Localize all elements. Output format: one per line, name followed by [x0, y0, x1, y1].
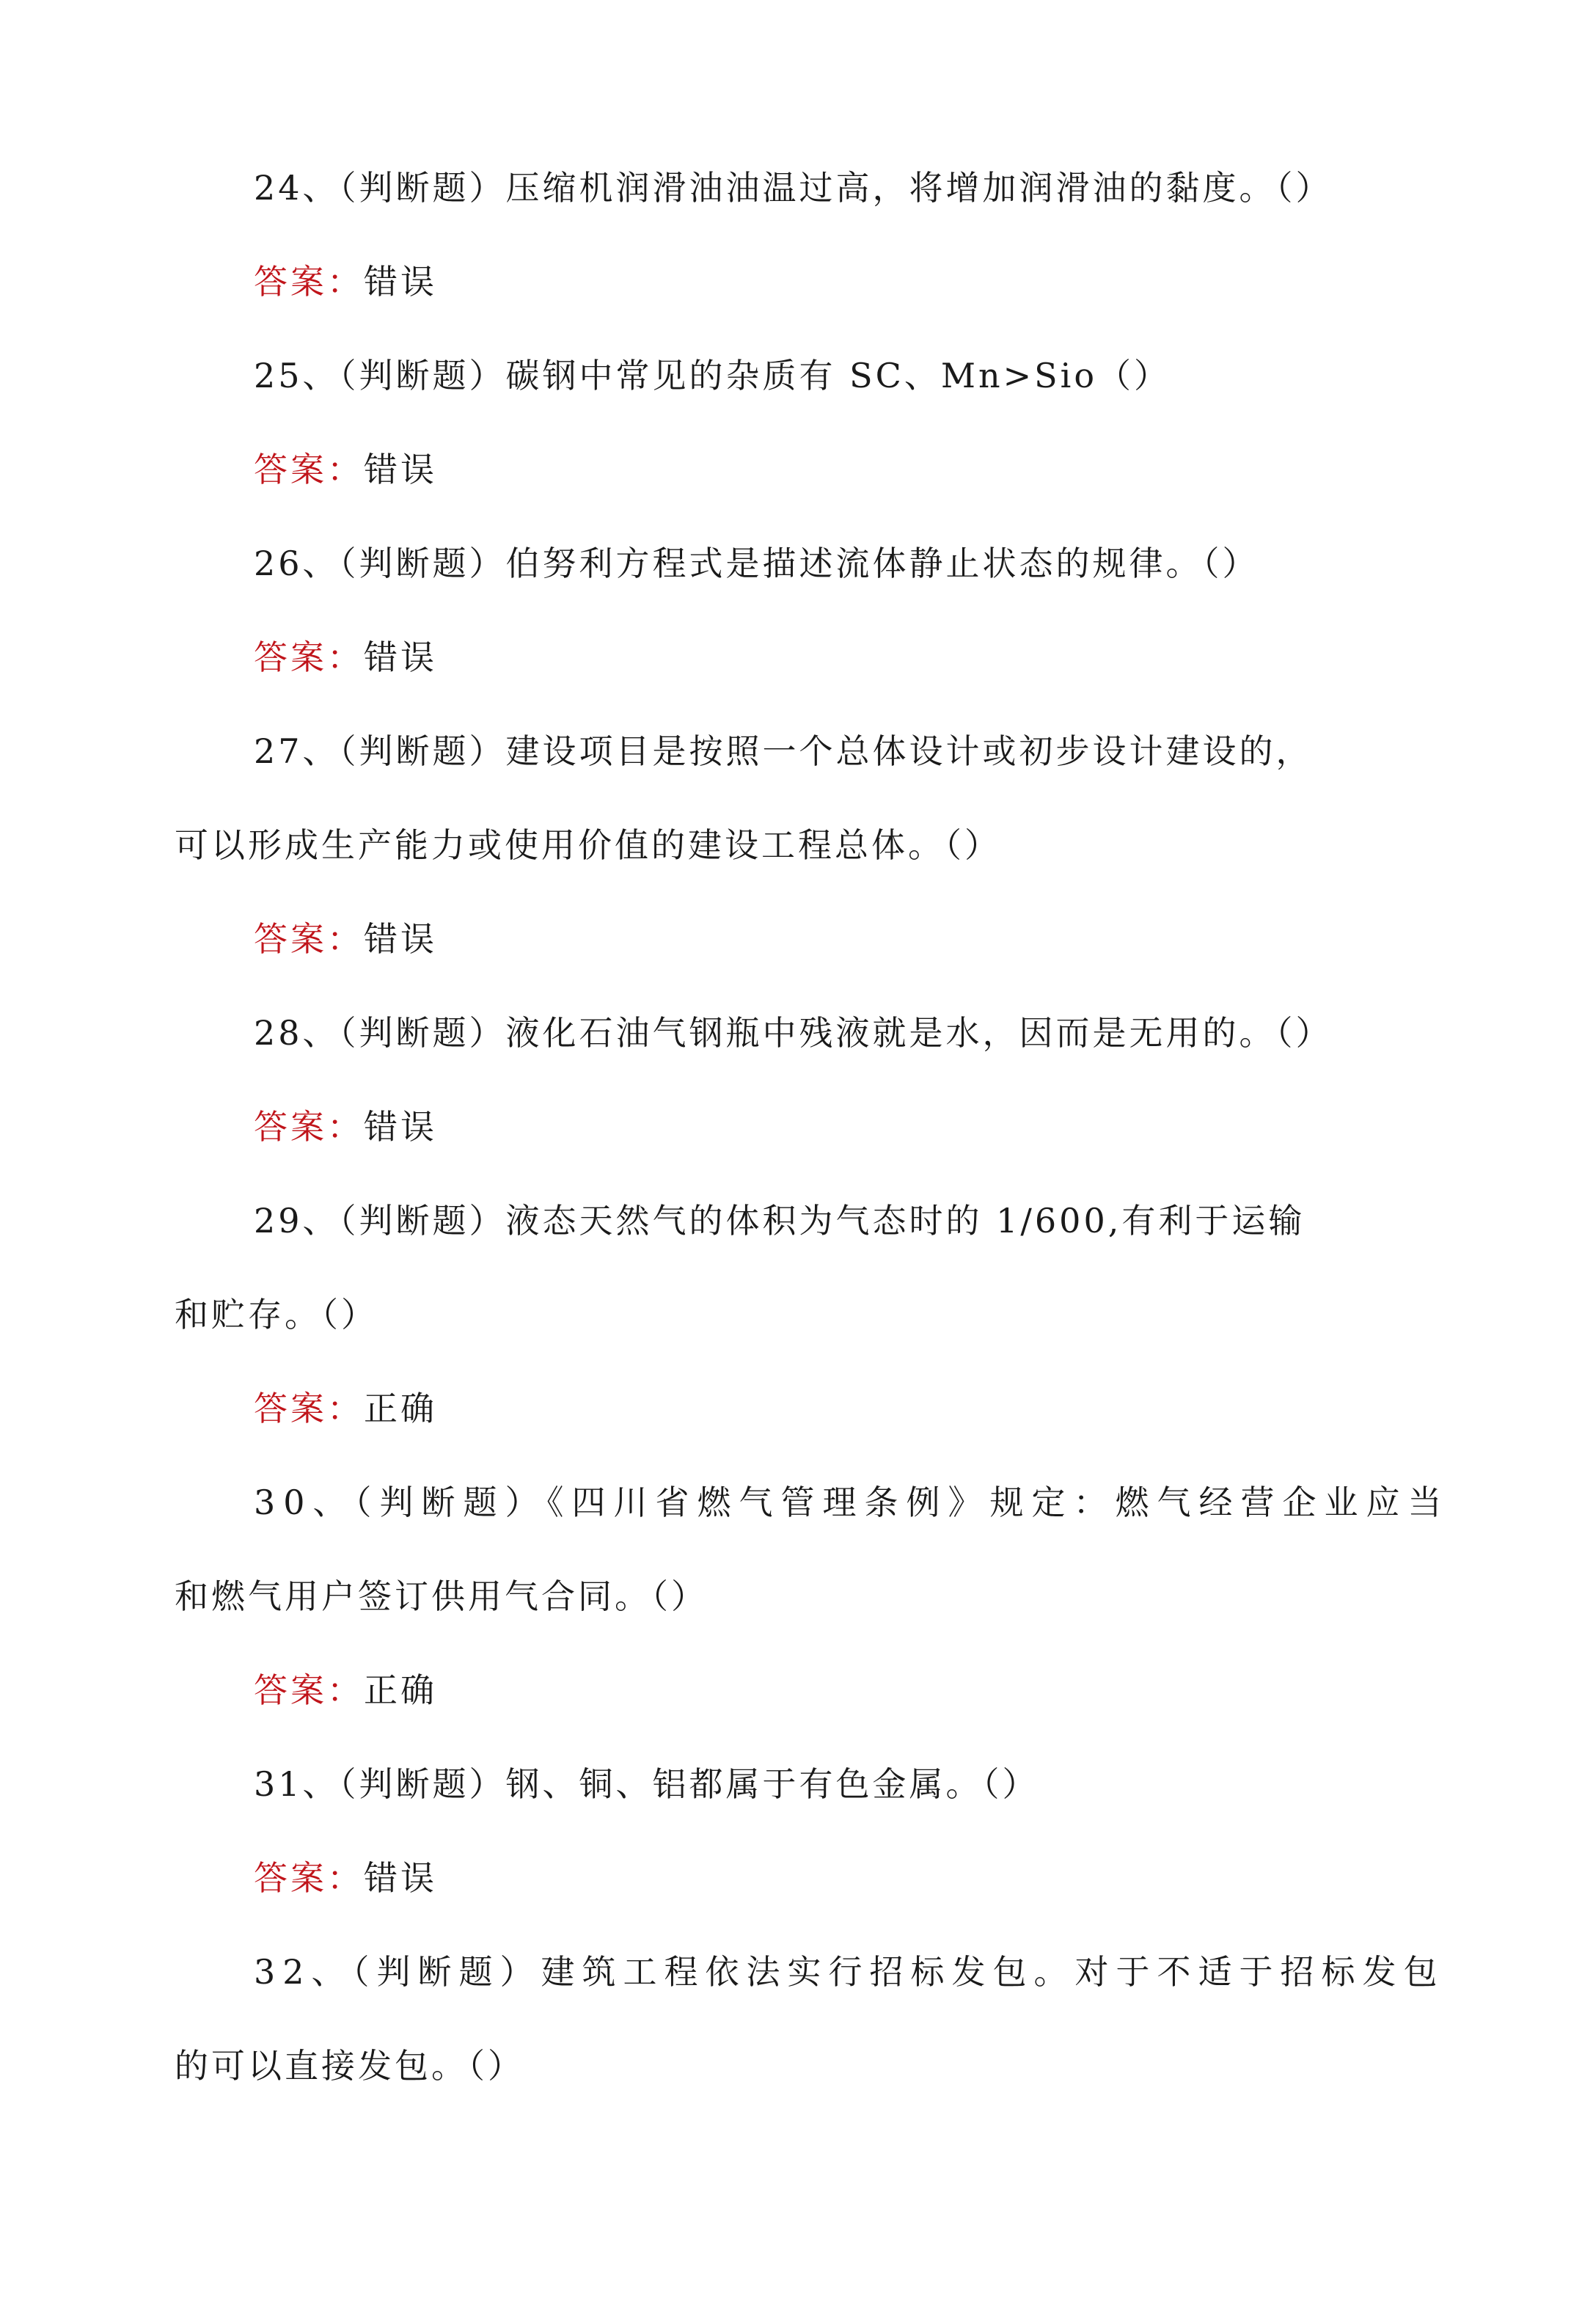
answer-value: 错误	[364, 1107, 437, 1147]
question-32-text: 32、（判断题）建筑工程依法实行招标发包。对于不适于招标发包	[254, 1952, 1445, 1992]
question-24-text: 24、（判断题）压缩机润滑油油温过高，将增加润滑油的黏度。（）	[254, 168, 1333, 208]
question-31-text: 31、（判断题）钢、铜、铝都属于有色金属。（）	[254, 1764, 1039, 1804]
question-29-text: 29、（判断题）液态天然气的体积为气态时的 1/600,有利于运输	[254, 1201, 1305, 1240]
question-25-text: 25、（判断题）碳钢中常见的杂质有 SC、Mn>Sio（）	[254, 356, 1171, 395]
answer-27	[254, 917, 437, 961]
answer-30	[254, 1668, 437, 1712]
question-29-text-cont: 和贮存。（）	[175, 1295, 378, 1334]
answer-label: 答案：	[254, 1670, 364, 1710]
answer-24	[254, 260, 437, 304]
answer-label: 答案：	[254, 1107, 364, 1147]
answer-value: 错误	[364, 1858, 437, 1898]
answer-value: 正确	[364, 1389, 437, 1428]
question-28-text: 28、（判断题）液化石油气钢瓶中残液就是水，因而是无用的。（）	[254, 1013, 1333, 1053]
answer-value: 错误	[364, 919, 437, 959]
question-26-text: 26、（判断题）伯努利方程式是描述流体静止状态的规律。（）	[254, 544, 1259, 583]
question-30-text: 30、（判断题）《四川省燃气管理条例》规定：燃气经营企业应当	[254, 1483, 1450, 1522]
answer-31	[254, 1856, 437, 1900]
answer-label: 答案：	[254, 1858, 364, 1898]
question-32-text-cont: 的可以直接发包。（）	[175, 2046, 524, 2086]
answer-value: 错误	[364, 450, 437, 489]
answer-value: 错误	[364, 262, 437, 302]
answer-label: 答案：	[254, 262, 364, 302]
answer-29	[254, 1386, 437, 1430]
question-27-text-cont: 可以形成生产能力或使用价值的建设工程总体。（）	[175, 825, 1001, 865]
answer-28	[254, 1105, 437, 1149]
answer-label: 答案：	[254, 919, 364, 959]
question-27-text: 27、（判断题）建设项目是按照一个总体设计或初步设计建设的，	[254, 731, 1313, 771]
question-30-text-cont: 和燃气用户签订供用气合同。（）	[175, 1576, 708, 1616]
answer-label: 答案：	[254, 1389, 364, 1428]
answer-value: 正确	[364, 1670, 437, 1710]
answer-26	[254, 635, 437, 679]
answer-label: 答案：	[254, 637, 364, 677]
answer-label: 答案：	[254, 450, 364, 489]
answer-value: 错误	[364, 637, 437, 677]
answer-25	[254, 447, 437, 492]
